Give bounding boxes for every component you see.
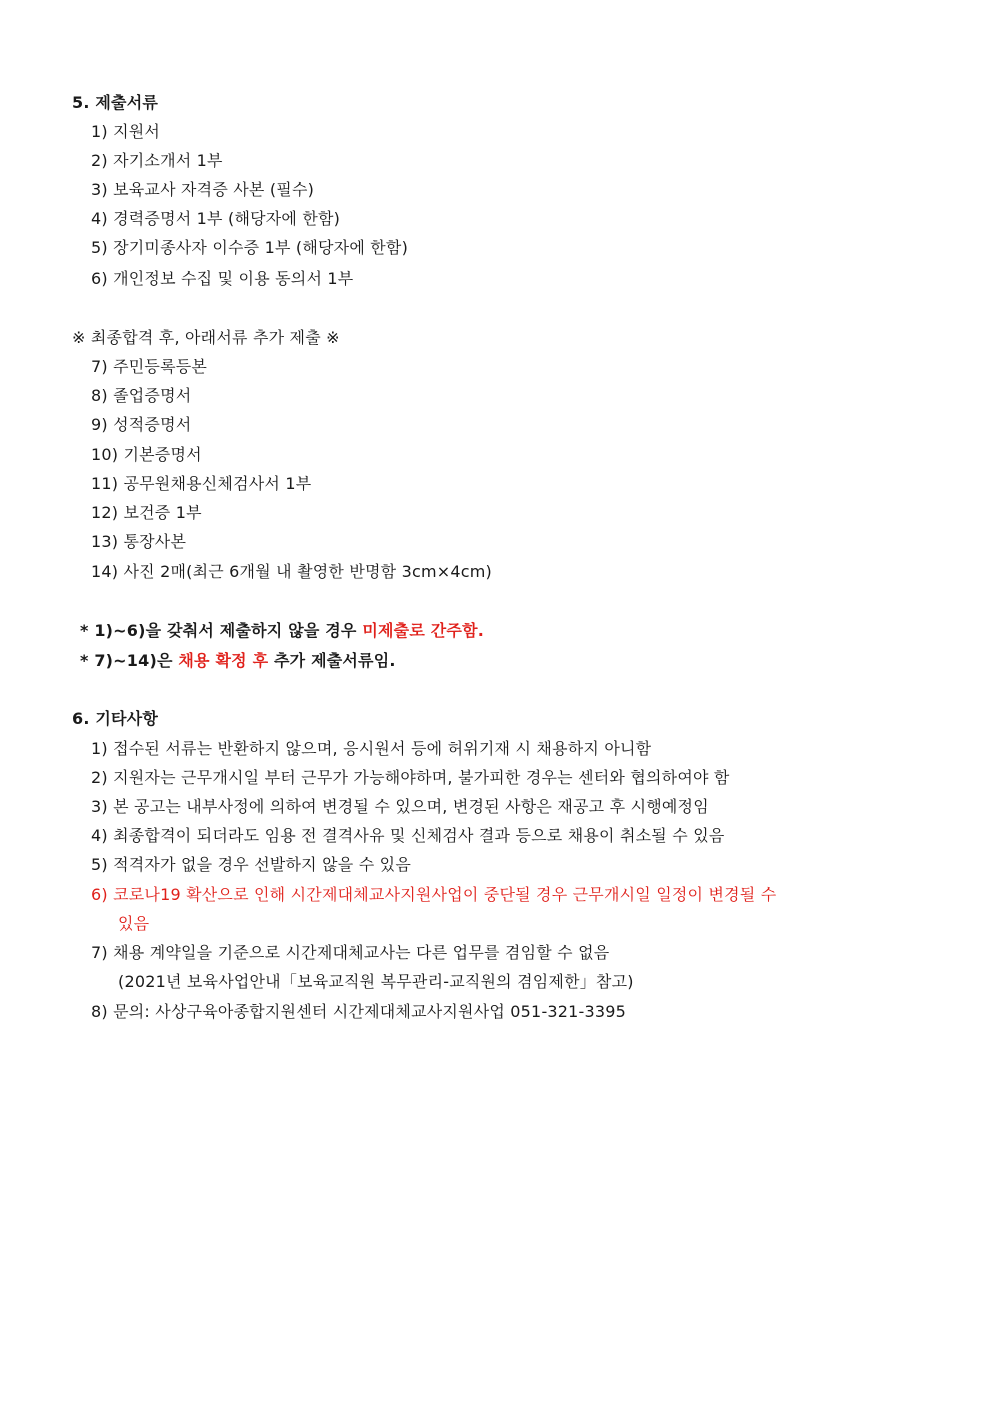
list-item: 1) 접수된 서류는 반환하지 않으며, 응시원서 등에 허위기재 시 채용하지 아니함 <box>91 739 652 758</box>
list-item-reference: (2021년 보육사업안내「보육교직원 복무관리-교직원의 겸임제한」참고) <box>118 972 634 991</box>
list-item: 8) 졸업증명서 <box>91 386 192 405</box>
note-highlight: 채용 확정 후 <box>178 651 269 670</box>
list-item: 3) 보육교사 자격증 사본 (필수) <box>91 180 315 199</box>
list-item: 5) 적격자가 없을 경우 선발하지 않을 수 있음 <box>91 855 411 874</box>
list-item: 11) 공무원채용신체검사서 1부 <box>91 474 312 493</box>
list-item: 2) 지원자는 근무개시일 부터 근무가 가능해야하며, 불가피한 경우는 센터와 협의하여야 함 <box>91 768 730 787</box>
list-item: 7) 주민등록등본 <box>91 357 208 376</box>
note-highlight: 미제출로 간주함. <box>362 621 484 640</box>
additional-docs-notice: ※ 최종합격 후, 아래서류 추가 제출 ※ <box>72 328 340 347</box>
submission-note-1 <box>80 620 484 642</box>
list-item: 4) 최종합격이 되더라도 임용 전 결격사유 및 신체검사 결과 등으로 채용이 취소될 수 있음 <box>91 826 725 845</box>
note-text: * 1)~6)을 갖춰서 제출하지 않을 경우 <box>80 621 363 640</box>
list-item: 6) 개인정보 수집 및 이용 동의서 1부 <box>91 269 354 288</box>
note-text: 추가 제출서류임. <box>268 651 396 670</box>
list-item: 1) 지원서 <box>91 122 161 141</box>
submission-note-2 <box>80 650 396 672</box>
section5-heading: 5. 제출서류 <box>72 93 159 112</box>
section6-heading: 6. 기타사항 <box>72 709 159 728</box>
list-item: 10) 기본증명서 <box>91 445 202 464</box>
list-item: 5) 장기미종사자 이수증 1부 (해당자에 한함) <box>91 238 409 257</box>
list-item-covid-notice: 6) 코로나19 확산으로 인해 시간제대체교사지원사업이 중단될 경우 근무개시일 일정이 변경될 수 <box>91 885 777 904</box>
list-item: 14) 사진 2매(최근 6개월 내 촬영한 반명함 3cm×4cm) <box>91 562 492 581</box>
list-item: 4) 경력증명서 1부 (해당자에 한함) <box>91 209 341 228</box>
list-item-covid-notice-cont: 있음 <box>118 914 150 933</box>
list-item: 3) 본 공고는 내부사정에 의하여 변경될 수 있으며, 변경된 사항은 재공고 후 시행예정임 <box>91 797 709 816</box>
note-text: * 7)~14)은 <box>80 651 179 670</box>
list-item: 2) 자기소개서 1부 <box>91 151 223 170</box>
list-item: 13) 통장사본 <box>91 532 187 551</box>
list-item: 9) 성적증명서 <box>91 415 192 434</box>
list-item: 12) 보건증 1부 <box>91 503 202 522</box>
list-item: 7) 채용 계약일을 기준으로 시간제대체교사는 다른 업무를 겸임할 수 없음 <box>91 943 610 962</box>
contact-info: 8) 문의: 사상구육아종합지원센터 시간제대체교사지원사업 051-321-3395 <box>91 1002 627 1021</box>
